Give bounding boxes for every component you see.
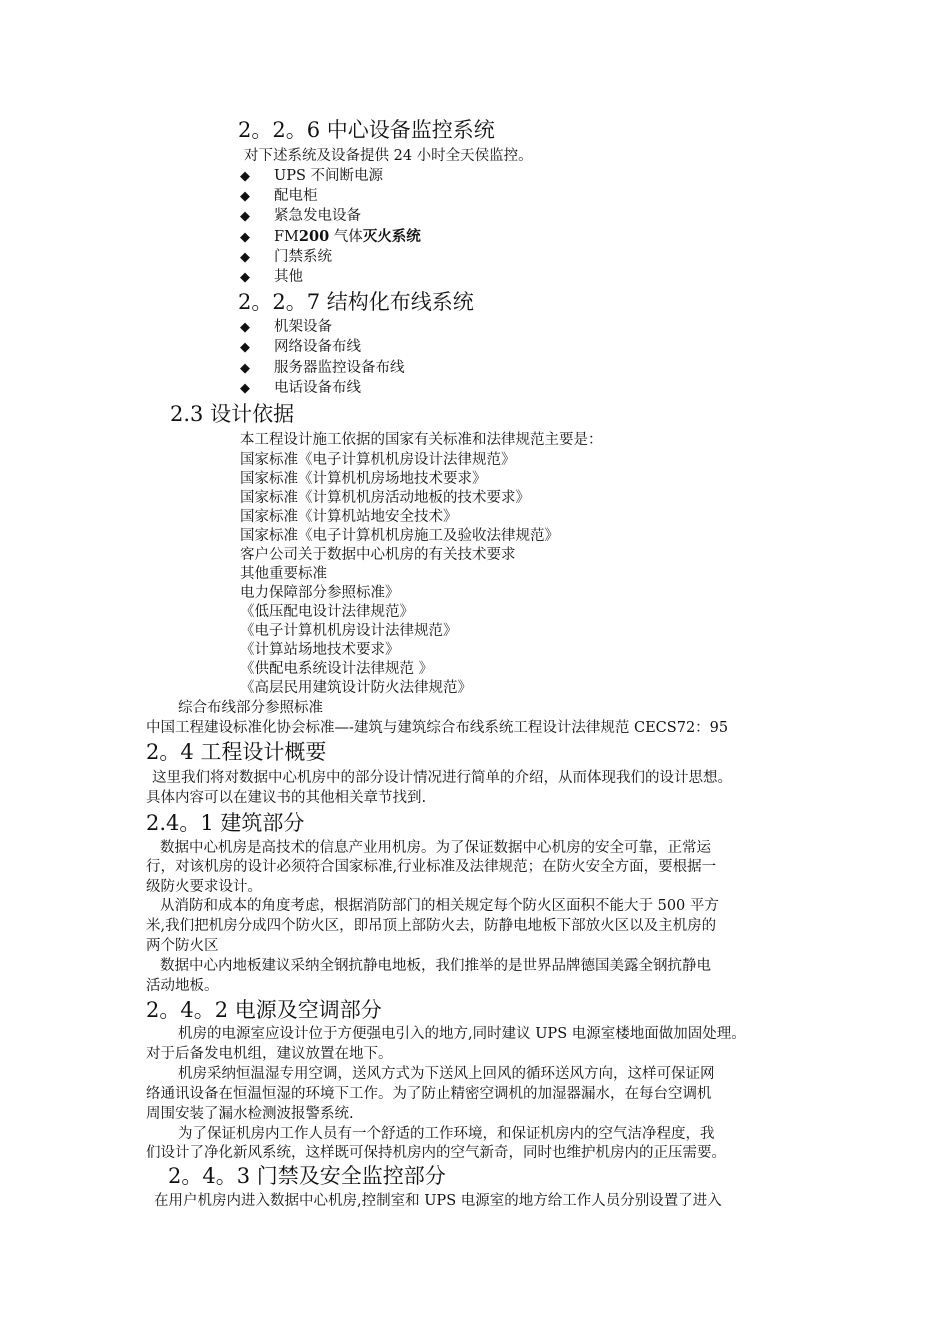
heading-2-4: 2。4 工程设计概要 [146, 740, 327, 764]
list-item [240, 337, 361, 358]
list-item-text: 服务器监控设备布线 [274, 360, 405, 376]
paragraph-line: 对于后备发电机组，建议放置在地下。 [146, 1046, 393, 1062]
paragraph-line: 活动地板。 [146, 978, 219, 994]
cabling-reference-title: 综合布线部分参照标准 [178, 700, 323, 716]
reference-line: 《供配电系统设计法律规范 》 [240, 661, 434, 677]
list-item-text: 其他 [274, 269, 303, 285]
paragraph-line: 数据中心内地板建议采纳全钢抗静电地板，我们推举的是世界品牌德国美露全钢抗静电 [160, 958, 711, 974]
monitor-intro: 对下述系统及设备提供 24 小时全天侯监控。 [244, 148, 533, 164]
bullet-diamond-icon: ◆ [240, 250, 250, 265]
reference-line: 国家标准《电子计算机机房设计法律规范》 [240, 452, 516, 468]
reference-line: 《计算站场地技术要求》 [240, 642, 400, 658]
list-item [240, 267, 303, 288]
fm200-item-text: FM200 气体灭火系统 [274, 228, 421, 245]
list-item [240, 378, 361, 399]
list-item [240, 358, 405, 379]
reference-line: 《电子计算机机房设计法律规范》 [240, 623, 458, 639]
paragraph-line: 级防火要求设计。 [146, 879, 262, 895]
list-item-text: 电话设备布线 [274, 380, 361, 396]
list-item [240, 166, 383, 187]
bullet-diamond-icon: ◆ [240, 361, 250, 376]
reference-line: 国家标准《电子计算机机房施工及验收法律规范》 [240, 528, 559, 544]
paragraph-line: 在用户机房内进入数据中心机房,控制室和 UPS 电源室的地方给工作人员分别设置了进入 [154, 1193, 722, 1209]
heading-2-4-2: 2。4。2 电源及空调部分 [146, 998, 382, 1022]
bullet-diamond-icon: ◆ [240, 381, 250, 396]
list-item-text: UPS 不间断电源 [274, 168, 384, 184]
paragraph-line: 机房的电源室应设计位于方便强电引入的地方,同时建议 UPS 电源室楼地面做加固处理。 [178, 1026, 746, 1042]
heading-2-4-1: 2.4。1 建筑部分 [146, 811, 305, 835]
bullet-diamond-icon: ◆ [240, 340, 250, 355]
reference-line: 电力保障部分参照标准》 [240, 585, 400, 601]
reference-line: 《低压配电设计法律规范》 [240, 604, 414, 620]
reference-line: 国家标准《计算机机房活动地板的技术要求》 [240, 490, 530, 506]
list-item-text: 门禁系统 [274, 249, 332, 265]
reference-line: 本工程设计施工依据的国家有关标准和法律规范主要是： [240, 432, 603, 448]
paragraph-line: 行，对该机房的设计必须符合国家标准,行业标准及法律规范；在防火安全方面，要根据一 [146, 859, 717, 875]
bullet-diamond-icon: ◆ [240, 169, 250, 184]
list-item [240, 206, 361, 227]
paragraph-line: 米,我们把机房分成四个防火区，即吊顶上部防火去，防静电地板下部放火区以及主机房的 [146, 918, 717, 934]
paragraph-line: 两个防火区 [146, 938, 219, 954]
heading-2-2-7: 2。2。7 结构化布线系统 [238, 290, 474, 314]
reference-line: 其他重要标准 [240, 566, 327, 582]
heading-2-3: 2.3 设计依据 [170, 402, 295, 426]
reference-line: 国家标准《计算机机房场地技术要求》 [240, 471, 487, 487]
reference-line: 客户公司关于数据中心机房的有关技术要求 [240, 547, 516, 563]
paragraph-line: 为了保证机房内工作人员有一个舒适的工作环境，和保证机房内的空气洁净程度，我 [178, 1126, 715, 1142]
bullet-diamond-icon: ◆ [240, 209, 250, 224]
heading-2-4-3: 2。4。3 门禁及安全监控部分 [168, 1164, 446, 1188]
reference-line: 《高层民用建筑设计防火法律规范》 [240, 680, 472, 696]
paragraph-line: 周围安装了漏水检测波报警系统. [146, 1106, 354, 1122]
list-item-text: 紧急发电设备 [274, 208, 361, 224]
list-item-text: 配电柜 [274, 188, 318, 204]
bullet-diamond-icon: ◆ [240, 230, 250, 245]
list-item [240, 317, 332, 338]
list-item [240, 227, 421, 248]
bullet-diamond-icon: ◆ [240, 270, 250, 285]
paragraph-line: 数据中心机房是高技术的信息产业用机房。为了保证数据中心机房的安全可靠，正常运 [160, 840, 711, 856]
paragraph-line: 从消防和成本的角度考虑，根据消防部门的相关规定每个防火区面积不能大于 500 平方 [160, 898, 719, 914]
cecs-standard-line: 中国工程建设标准化协会标准—-建筑与建筑综合布线系统工程设计法律规范 CECS72：95 [146, 720, 729, 736]
bullet-diamond-icon: ◆ [240, 320, 250, 335]
list-item-text: 机架设备 [274, 319, 332, 335]
paragraph-line: 机房采纳恒温湿专用空调，送风方式为下送风上回风的循环送风方向，这样可保证网 [178, 1066, 715, 1082]
list-item [240, 247, 332, 268]
list-item [240, 186, 318, 207]
paragraph-line: 这里我们将对数据中心机房中的部分设计情况进行简单的介绍，从而体现我们的设计思想。 [152, 770, 732, 786]
paragraph-line: 具体内容可以在建议书的其他相关章节找到. [146, 790, 427, 806]
paragraph-line: 们设计了净化新风系统，这样既可保持机房内的空气新奇，同时也维护机房内的正压需要。 [146, 1145, 726, 1161]
reference-line: 国家标准《计算机站地安全技术》 [240, 509, 458, 525]
heading-2-2-6: 2。2。6 中心设备监控系统 [238, 118, 495, 142]
bullet-diamond-icon: ◆ [240, 189, 250, 204]
paragraph-line: 络通讯设备在恒温恒湿的环境下工作。为了防止精密空调机的加湿器漏水，在每台空调机 [146, 1086, 712, 1102]
list-item-text: 网络设备布线 [274, 339, 361, 355]
